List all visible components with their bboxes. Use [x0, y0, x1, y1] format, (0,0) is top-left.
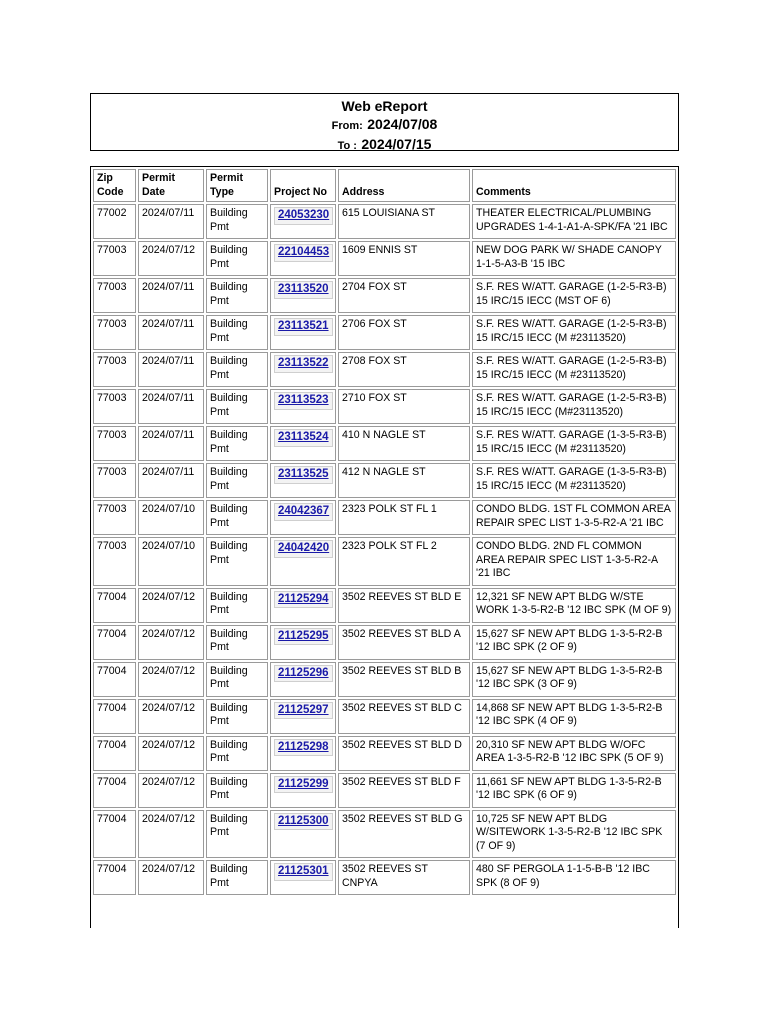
cell-date: 2024/07/12	[138, 588, 204, 623]
cell-project	[270, 860, 336, 895]
cell-address: 2706 FOX ST	[338, 315, 470, 350]
project-link[interactable]: 21125298	[274, 739, 333, 757]
cell-date: 2024/07/10	[138, 500, 204, 535]
cell-comments: 14,868 SF NEW APT BLDG 1-3-5-R2-B '12 IBC SPK (4 OF 9)	[472, 699, 676, 734]
cell-project	[270, 352, 336, 387]
header-type: Permit Type	[206, 169, 268, 202]
cell-type: Building Pmt	[206, 625, 268, 660]
project-link[interactable]: 21125297	[274, 702, 333, 720]
cell-comments: S.F. RES W/ATT. GARAGE (1-2-5-R3-B) 15 IRC/15 IECC (M#23113520)	[472, 389, 676, 424]
cell-zip: 77004	[93, 773, 136, 808]
cell-comments: CONDO BLDG. 1ST FL COMMON AREA REPAIR SPEC LIST 1-3-5-R2-A '21 IBC	[472, 500, 676, 535]
cell-comments: S.F. RES W/ATT. GARAGE (1-2-5-R3-B) 15 IRC/15 IECC (MST OF 6)	[472, 278, 676, 313]
cell-zip: 77003	[93, 463, 136, 498]
cell-address: 2323 POLK ST FL 2	[338, 537, 470, 586]
project-link[interactable]: 21125294	[274, 591, 333, 609]
table-header-row	[93, 169, 676, 202]
table-row	[93, 315, 676, 350]
cell-type: Building Pmt	[206, 537, 268, 586]
cell-address: 410 N NAGLE ST	[338, 426, 470, 461]
table-row	[93, 463, 676, 498]
cell-project	[270, 736, 336, 771]
cell-project	[270, 625, 336, 660]
header-project: Project No	[270, 169, 336, 202]
cell-zip: 77003	[93, 278, 136, 313]
table-row	[93, 352, 676, 387]
table-row	[93, 699, 676, 734]
header-address: Address	[338, 169, 470, 202]
cell-date: 2024/07/11	[138, 352, 204, 387]
cell-comments: 480 SF PERGOLA 1-1-5-B-B '12 IBC SPK (8 OF 9)	[472, 860, 676, 895]
cell-zip: 77004	[93, 662, 136, 697]
table-row	[93, 389, 676, 424]
cell-comments: CONDO BLDG. 2ND FL COMMON AREA REPAIR SPEC LIST 1-3-5-R2-A '21 IBC	[472, 537, 676, 586]
cell-address: 3502 REEVES ST BLD A	[338, 625, 470, 660]
report-header	[90, 93, 679, 151]
cell-zip: 77004	[93, 625, 136, 660]
table-row	[93, 278, 676, 313]
table-row	[93, 736, 676, 771]
cell-comments: S.F. RES W/ATT. GARAGE (1-3-5-R3-B) 15 IRC/15 IECC (M #23113520)	[472, 426, 676, 461]
cell-date: 2024/07/12	[138, 625, 204, 660]
cell-project	[270, 773, 336, 808]
cell-type: Building Pmt	[206, 860, 268, 895]
cell-date: 2024/07/12	[138, 736, 204, 771]
cell-type: Building Pmt	[206, 699, 268, 734]
cell-type: Building Pmt	[206, 810, 268, 859]
cell-zip: 77004	[93, 588, 136, 623]
cell-type: Building Pmt	[206, 500, 268, 535]
cell-date: 2024/07/11	[138, 278, 204, 313]
cell-project	[270, 315, 336, 350]
project-link[interactable]: 21125296	[274, 665, 333, 683]
cell-comments: 15,627 SF NEW APT BLDG 1-3-5-R2-B '12 IBC SPK (2 OF 9)	[472, 625, 676, 660]
cell-date: 2024/07/10	[138, 537, 204, 586]
cell-date: 2024/07/11	[138, 426, 204, 461]
cell-type: Building Pmt	[206, 389, 268, 424]
project-link[interactable]: 24042420	[274, 540, 333, 558]
header-date: Permit Date	[138, 169, 204, 202]
cell-project	[270, 241, 336, 276]
cell-date: 2024/07/12	[138, 699, 204, 734]
table-row	[93, 500, 676, 535]
project-link[interactable]: 21125301	[274, 863, 333, 881]
cell-address: 2708 FOX ST	[338, 352, 470, 387]
cell-comments: 12,321 SF NEW APT BLDG W/STE WORK 1-3-5-R2-B '12 IBC SPK (M OF 9)	[472, 588, 676, 623]
cell-project	[270, 810, 336, 859]
table-row	[93, 426, 676, 461]
to-line	[91, 135, 678, 155]
cell-address: 3502 REEVES ST CNPYA	[338, 860, 470, 895]
cell-zip: 77003	[93, 315, 136, 350]
cell-address: 3502 REEVES ST BLD E	[338, 588, 470, 623]
cell-address: 2323 POLK ST FL 1	[338, 500, 470, 535]
report-title: Web eReport	[341, 98, 428, 114]
table-row	[93, 537, 676, 586]
cell-project	[270, 204, 336, 239]
cell-address: 2710 FOX ST	[338, 389, 470, 424]
cell-project	[270, 463, 336, 498]
cell-comments: S.F. RES W/ATT. GARAGE (1-2-5-R3-B) 15 IRC/15 IECC (M #23113520)	[472, 352, 676, 387]
cell-type: Building Pmt	[206, 241, 268, 276]
table-row	[93, 625, 676, 660]
cell-type: Building Pmt	[206, 278, 268, 313]
cell-zip: 77003	[93, 537, 136, 586]
cell-address: 412 N NAGLE ST	[338, 463, 470, 498]
from-label: From:	[331, 120, 363, 132]
cell-address: 3502 REEVES ST BLD B	[338, 662, 470, 697]
cell-date: 2024/07/12	[138, 241, 204, 276]
cell-address: 2704 FOX ST	[338, 278, 470, 313]
cell-address: 3502 REEVES ST BLD C	[338, 699, 470, 734]
cell-type: Building Pmt	[206, 352, 268, 387]
cell-zip: 77003	[93, 389, 136, 424]
cell-comments: 20,310 SF NEW APT BLDG W/OFC AREA 1-3-5-R2-B '12 IBC SPK (5 OF 9)	[472, 736, 676, 771]
table-row	[93, 204, 676, 239]
cell-date: 2024/07/12	[138, 860, 204, 895]
cell-date: 2024/07/11	[138, 463, 204, 498]
cell-zip: 77003	[93, 352, 136, 387]
project-link[interactable]: 24053230	[274, 207, 333, 225]
cell-address: 3502 REEVES ST BLD D	[338, 736, 470, 771]
table-row	[93, 588, 676, 623]
cell-comments: NEW DOG PARK W/ SHADE CANOPY 1-1-5-A3-B '15 IBC	[472, 241, 676, 276]
cell-address: 3502 REEVES ST BLD G	[338, 810, 470, 859]
project-link[interactable]: 23113521	[274, 318, 333, 336]
cell-comments: 11,661 SF NEW APT BLDG 1-3-5-R2-B '12 IBC SPK (6 OF 9)	[472, 773, 676, 808]
cell-project	[270, 500, 336, 535]
cell-address: 615 LOUISIANA ST	[338, 204, 470, 239]
cell-zip: 77004	[93, 860, 136, 895]
project-link[interactable]: 23113524	[274, 429, 333, 447]
cell-zip: 77004	[93, 699, 136, 734]
cell-type: Building Pmt	[206, 662, 268, 697]
to-label: To :	[337, 140, 357, 152]
cell-zip: 77002	[93, 204, 136, 239]
cell-comments: 15,627 SF NEW APT BLDG 1-3-5-R2-B '12 IBC SPK (3 OF 9)	[472, 662, 676, 697]
cell-date: 2024/07/11	[138, 389, 204, 424]
cell-comments: S.F. RES W/ATT. GARAGE (1-2-5-R3-B) 15 IRC/15 IECC (M #23113520)	[472, 315, 676, 350]
cell-zip: 77004	[93, 810, 136, 859]
to-date: 2024/07/15	[361, 136, 432, 152]
table-row	[93, 860, 676, 895]
cell-comments: THEATER ELECTRICAL/PLUMBING UPGRADES 1-4-1-A1-A-SPK/FA '21 IBC	[472, 204, 676, 239]
cell-project	[270, 278, 336, 313]
cell-address: 1609 ENNIS ST	[338, 241, 470, 276]
project-link[interactable]: 23113523	[274, 392, 333, 410]
cell-date: 2024/07/12	[138, 810, 204, 859]
cell-date: 2024/07/12	[138, 662, 204, 697]
cell-zip: 77003	[93, 241, 136, 276]
table-row	[93, 773, 676, 808]
cell-project	[270, 699, 336, 734]
project-link[interactable]: 21125299	[274, 776, 333, 794]
cell-date: 2024/07/12	[138, 773, 204, 808]
from-date: 2024/07/08	[367, 116, 438, 132]
header-comments: Comments	[472, 169, 676, 202]
cell-project	[270, 662, 336, 697]
cell-address: 3502 REEVES ST BLD F	[338, 773, 470, 808]
project-link[interactable]: 23113525	[274, 466, 333, 484]
cell-project	[270, 537, 336, 586]
cell-type: Building Pmt	[206, 315, 268, 350]
cell-project	[270, 588, 336, 623]
table-row	[93, 810, 676, 859]
project-link[interactable]: 21125300	[274, 813, 333, 831]
table-row	[93, 241, 676, 276]
from-line	[91, 115, 678, 135]
project-link[interactable]: 22104453	[274, 244, 333, 262]
cell-zip: 77003	[93, 500, 136, 535]
permit-table	[91, 167, 678, 897]
cell-zip: 77004	[93, 736, 136, 771]
cell-type: Building Pmt	[206, 426, 268, 461]
header-zip: Zip Code	[93, 169, 136, 202]
cell-type: Building Pmt	[206, 463, 268, 498]
cell-type: Building Pmt	[206, 204, 268, 239]
project-link[interactable]: 23113520	[274, 281, 333, 299]
cell-date: 2024/07/11	[138, 204, 204, 239]
table-row	[93, 662, 676, 697]
cell-project	[270, 426, 336, 461]
project-link[interactable]: 24042367	[274, 503, 333, 521]
cell-project	[270, 389, 336, 424]
project-link[interactable]: 23113522	[274, 355, 333, 373]
cell-zip: 77003	[93, 426, 136, 461]
project-link[interactable]: 21125295	[274, 628, 333, 646]
cell-type: Building Pmt	[206, 773, 268, 808]
cell-comments: 10,725 SF NEW APT BLDG W/SITEWORK 1-3-5-R2-B '12 IBC SPK (7 OF 9)	[472, 810, 676, 859]
cell-comments: S.F. RES W/ATT. GARAGE (1-3-5-R3-B) 15 IRC/15 IECC (M #23113520)	[472, 463, 676, 498]
cell-type: Building Pmt	[206, 736, 268, 771]
cell-date: 2024/07/11	[138, 315, 204, 350]
permit-table-container	[90, 166, 679, 928]
cell-type: Building Pmt	[206, 588, 268, 623]
